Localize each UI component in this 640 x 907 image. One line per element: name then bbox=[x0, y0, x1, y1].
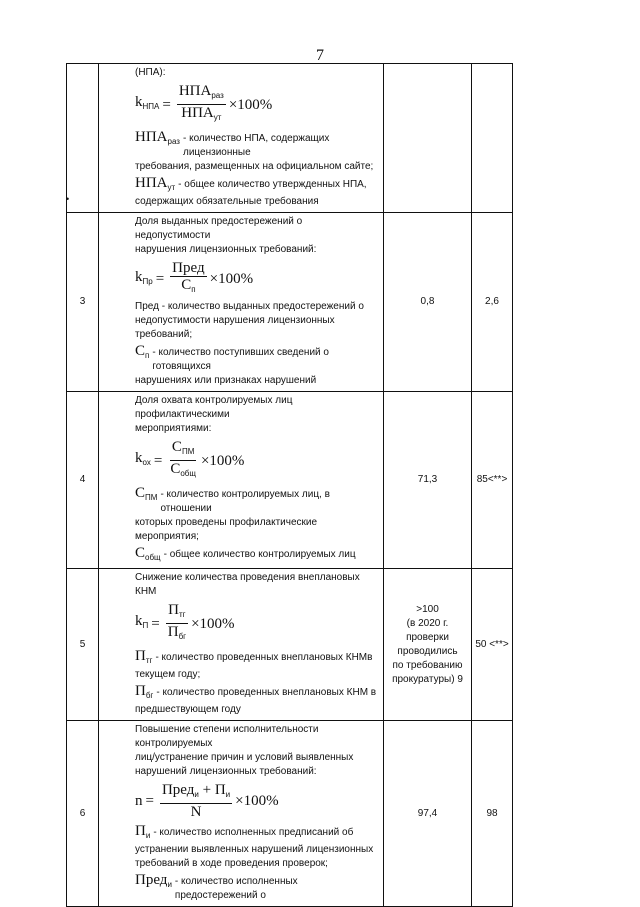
page-number: 7 bbox=[316, 47, 324, 64]
row-number-cell: 5 bbox=[67, 569, 99, 721]
indicators-table bbox=[66, 63, 513, 907]
variable-definition: Пред$_и$ - количество исполненных предостережений о bbox=[135, 872, 298, 901]
value-cell bbox=[384, 64, 472, 213]
description-cell: Доля выданных предостережений о недопустимости нарушения лицензионных требований: $k_{Пр}$ = $\frac{\text{Пред}}{С_п}$ ×100% Пред - количество выданных предостережений о недопустимости нарушения лицензионных требований; $С_п$ - количество поступивших сведений о готовящихся нарушениях или признаках нарушений bbox=[99, 213, 384, 392]
formula: $k_{ох}$ = $\frac{С_{ПМ}}{С_{общ}}$ ×100% bbox=[135, 439, 245, 478]
formula-lhs: $k_{Пр}$ bbox=[135, 268, 153, 286]
description-cell: • (НПА): $k_{НПА}$ = $\frac{НПА_{раз}}{НПА_{ут}}$ ×100% $НПА_{раз}$ - количество НПА, содержащих лицензионные требования, размещенных на официальном сайте; $НПА_{ут}$ - общее количество утвержденных НПА, содержащих обязательные требования bbox=[99, 64, 384, 213]
description-cell: Снижение количества проведения внеплановых КНМ $k_П$ = $\frac{П_{тг}}{П_{бг}}$ ×100% $П_{тг}$ - количество проведенных внеплановых КНМв текущем году; $П_{бг}$ - количество проведенных внеплановых КНМ в предшествующем году bbox=[99, 569, 384, 721]
row-number-cell: 3 bbox=[67, 213, 99, 392]
formula-lhs: $k_{ох}$ bbox=[135, 450, 151, 467]
table-row bbox=[67, 721, 513, 907]
formula: n = $\frac{Пред_и + П_и}{N}$ ×100% bbox=[135, 782, 279, 820]
formula-lhs: $k_П$ bbox=[135, 613, 149, 630]
formula-lhs: n bbox=[135, 793, 143, 809]
value-cell: 71,3 bbox=[384, 392, 472, 569]
row-heading: (НПА): bbox=[135, 67, 166, 78]
bullet-mark: • bbox=[66, 194, 70, 204]
target-cell: 2,6 bbox=[472, 213, 513, 392]
value-cell: >100 (в 2020 г. проверки проводились по требованию прокуратуры) 9 bbox=[384, 569, 472, 721]
variable-definition: $С_{общ}$ - общее количество контролируемых лиц bbox=[135, 545, 356, 562]
variable-definition: $П_{тг}$ - количество проведенных внеплановых КНМв bbox=[135, 648, 373, 665]
formula: $k_П$ = $\frac{П_{тг}}{П_{бг}}$ ×100% bbox=[135, 602, 235, 641]
variable-definition: $С_{ПМ}$ - количество контролируемых лиц, в отношении bbox=[135, 485, 330, 514]
row-number-cell: 4 bbox=[67, 392, 99, 569]
formula: $k_{Пр}$ = $\frac{\text{Пред}}{С_п}$ ×100% bbox=[135, 260, 254, 294]
formula-lhs: $k_{НПА}$ bbox=[135, 94, 160, 111]
value-cell: 0,8 bbox=[384, 213, 472, 392]
variable-definition: $НПА_{ут}$ - общее количество утвержденных НПА, bbox=[135, 175, 367, 192]
variable-definition: $НПА_{раз}$ - количество НПА, содержащих лицензионные bbox=[135, 129, 330, 158]
target-cell bbox=[472, 64, 513, 213]
table-row bbox=[67, 392, 513, 569]
table-row bbox=[67, 64, 513, 213]
target-cell: 85<**> bbox=[472, 392, 513, 569]
table-row bbox=[67, 569, 513, 721]
variable-definition: $П_и$ - количество исполненных предписаний об bbox=[135, 823, 354, 840]
variable-definition: $П_{бг}$ - количество проведенных внеплановых КНМ в bbox=[135, 683, 377, 700]
row-number-cell: 6 bbox=[67, 721, 99, 907]
table-row bbox=[67, 213, 513, 392]
row-number-cell bbox=[67, 64, 99, 213]
target-cell: 50 <**> bbox=[472, 569, 513, 721]
target-cell: 98 bbox=[472, 721, 513, 907]
description-cell: Доля охвата контролируемых лиц профилактическими мероприятиями: $k_{ох}$ = $\frac{С_{ПМ}}{С_{общ}}$ ×100% $С_{ПМ}$ - количество контролируемых лиц, в отношении которых проведены профилактические мероприятия; $С_{общ}$ - общее количество контролируемых лиц bbox=[99, 392, 384, 569]
formula: $k_{НПА}$ = $\frac{НПА_{раз}}{НПА_{ут}}$ ×100% bbox=[135, 83, 273, 122]
description-cell: Повышение степени исполнительности контролируемых лиц/устранение причин и условий выявленных нарушений лицензионных требований: n = $\frac{Пред_и + П_и}{N}$ ×100% $П_и$ - количество исполненных предписаний об устранении выявленных нарушений лицензионных требований в ходе проведения проверок; Пред$_и$ - количество исполненных предостережений о bbox=[99, 721, 384, 907]
variable-definition: $С_п$ - количество поступивших сведений о готовящихся bbox=[135, 343, 329, 372]
value-cell: 97,4 bbox=[384, 721, 472, 907]
